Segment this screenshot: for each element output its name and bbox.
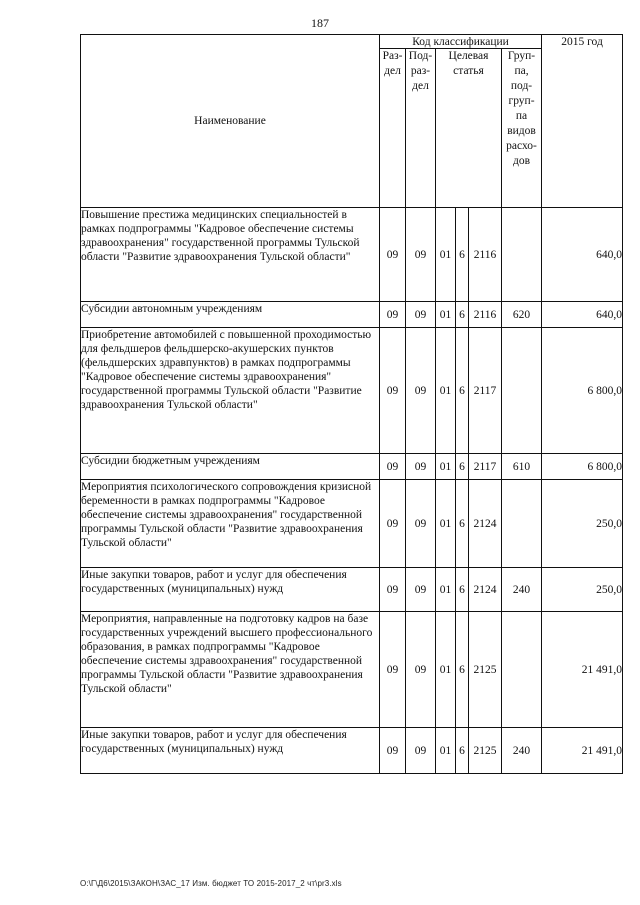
header-name: Наименование	[81, 35, 380, 208]
row-article-subprogram: 6	[456, 302, 469, 328]
row-subsection: 09	[406, 612, 436, 728]
row-section: 09	[380, 302, 406, 328]
row-article-subprogram: 6	[456, 728, 469, 774]
row-expense-group: 620	[502, 302, 542, 328]
row-expense-group	[502, 480, 542, 568]
row-section: 09	[380, 612, 406, 728]
row-article-subprogram: 6	[456, 454, 469, 480]
row-article-direction: 2116	[469, 208, 502, 302]
row-article-direction: 2125	[469, 728, 502, 774]
row-article-direction: 2124	[469, 480, 502, 568]
footer-file-path: O:\Г\Д6\2015\ЗАКОН\ЗАС_17 Изм. бюджет ТО 2015-2017_2 чт\pr3.xls	[80, 879, 342, 888]
row-amount: 21 491,0	[542, 612, 623, 728]
row-name: Субсидии бюджетным учреждениям	[81, 454, 380, 480]
row-section: 09	[380, 728, 406, 774]
row-article-subprogram: 6	[456, 480, 469, 568]
table-row	[81, 328, 623, 454]
row-article-program: 01	[436, 208, 456, 302]
row-article-direction: 2117	[469, 454, 502, 480]
row-section: 09	[380, 454, 406, 480]
row-article-program: 01	[436, 454, 456, 480]
row-article-direction: 2124	[469, 568, 502, 612]
row-subsection: 09	[406, 302, 436, 328]
row-amount: 640,0	[542, 302, 623, 328]
row-subsection: 09	[406, 568, 436, 612]
row-article-subprogram: 6	[456, 328, 469, 454]
header-subsection: Под- раз- дел	[406, 49, 436, 208]
header-year: 2015 год	[542, 35, 623, 208]
row-subsection: 09	[406, 480, 436, 568]
row-name: Субсидии автономным учреждениям	[81, 302, 380, 328]
row-expense-group: 610	[502, 454, 542, 480]
row-name: Приобретение автомобилей с повышенной проходимостью для фельдшеров фельдшерско-акушерских пунктов (фельдшерских здравпунктов) в рамках подпрограммы "Кадровое обеспечение системы здравоохранения" государственной программы Тульской области "Развитие здравоохранения Тульской области"	[81, 328, 380, 454]
row-subsection: 09	[406, 728, 436, 774]
row-article-program: 01	[436, 612, 456, 728]
table-row	[81, 454, 623, 480]
row-subsection: 09	[406, 208, 436, 302]
row-article-subprogram: 6	[456, 612, 469, 728]
row-subsection: 09	[406, 328, 436, 454]
header-section: Раз- дел	[380, 49, 406, 208]
page-number: 187	[311, 16, 329, 30]
row-article-direction: 2117	[469, 328, 502, 454]
row-expense-group	[502, 328, 542, 454]
table-row	[81, 480, 623, 568]
row-article-direction: 2116	[469, 302, 502, 328]
row-section: 09	[380, 208, 406, 302]
row-article-program: 01	[436, 480, 456, 568]
row-article-program: 01	[436, 568, 456, 612]
row-expense-group: 240	[502, 568, 542, 612]
row-expense-group	[502, 612, 542, 728]
row-article-subprogram: 6	[456, 208, 469, 302]
budget-table	[80, 34, 623, 774]
row-section: 09	[380, 568, 406, 612]
row-article-program: 01	[436, 302, 456, 328]
table-row	[81, 568, 623, 612]
row-article-program: 01	[436, 328, 456, 454]
row-article-direction: 2125	[469, 612, 502, 728]
row-article-subprogram: 6	[456, 568, 469, 612]
row-amount: 250,0	[542, 480, 623, 568]
row-section: 09	[380, 328, 406, 454]
row-name: Мероприятия, направленные на подготовку кадров на базе государственных учреждений высшего профессионального образования, в рамках подпрограммы "Кадровое обеспечение системы здравоохранения" государственной программы Тульской области "Развитие здравоохранения Тульской области"	[81, 612, 380, 728]
row-name: Мероприятия психологического сопровождения кризисной беременности в рамках подпрограммы "Кадровое обеспечение системы здравоохранения" государственной программы Тульской области "Развитие здравоохранения Тульской области"	[81, 480, 380, 568]
table-body	[81, 208, 623, 774]
header-classification-code: Код классификации	[380, 35, 542, 49]
row-subsection: 09	[406, 454, 436, 480]
table-row	[81, 612, 623, 728]
row-amount: 6 800,0	[542, 454, 623, 480]
row-expense-group	[502, 208, 542, 302]
row-amount: 21 491,0	[542, 728, 623, 774]
header-target-article: Целевая статья	[436, 49, 502, 208]
table-row	[81, 208, 623, 302]
header-expense-group: Груп- па, под- груп- па видов расхо- дов	[502, 49, 542, 208]
row-name: Иные закупки товаров, работ и услуг для обеспечения государственных (муниципальных) нужд	[81, 568, 380, 612]
table-row	[81, 728, 623, 774]
row-amount: 6 800,0	[542, 328, 623, 454]
table-row	[81, 302, 623, 328]
row-section: 09	[380, 480, 406, 568]
row-name: Повышение престижа медицинских специальностей в рамках подпрограммы "Кадровое обеспечение системы здравоохранения" государственной программы Тульской области "Развитие здравоохранения Тульской области"	[81, 208, 380, 302]
row-name: Иные закупки товаров, работ и услуг для обеспечения государственных (муниципальных) нужд	[81, 728, 380, 774]
row-article-program: 01	[436, 728, 456, 774]
row-amount: 250,0	[542, 568, 623, 612]
row-expense-group: 240	[502, 728, 542, 774]
row-amount: 640,0	[542, 208, 623, 302]
